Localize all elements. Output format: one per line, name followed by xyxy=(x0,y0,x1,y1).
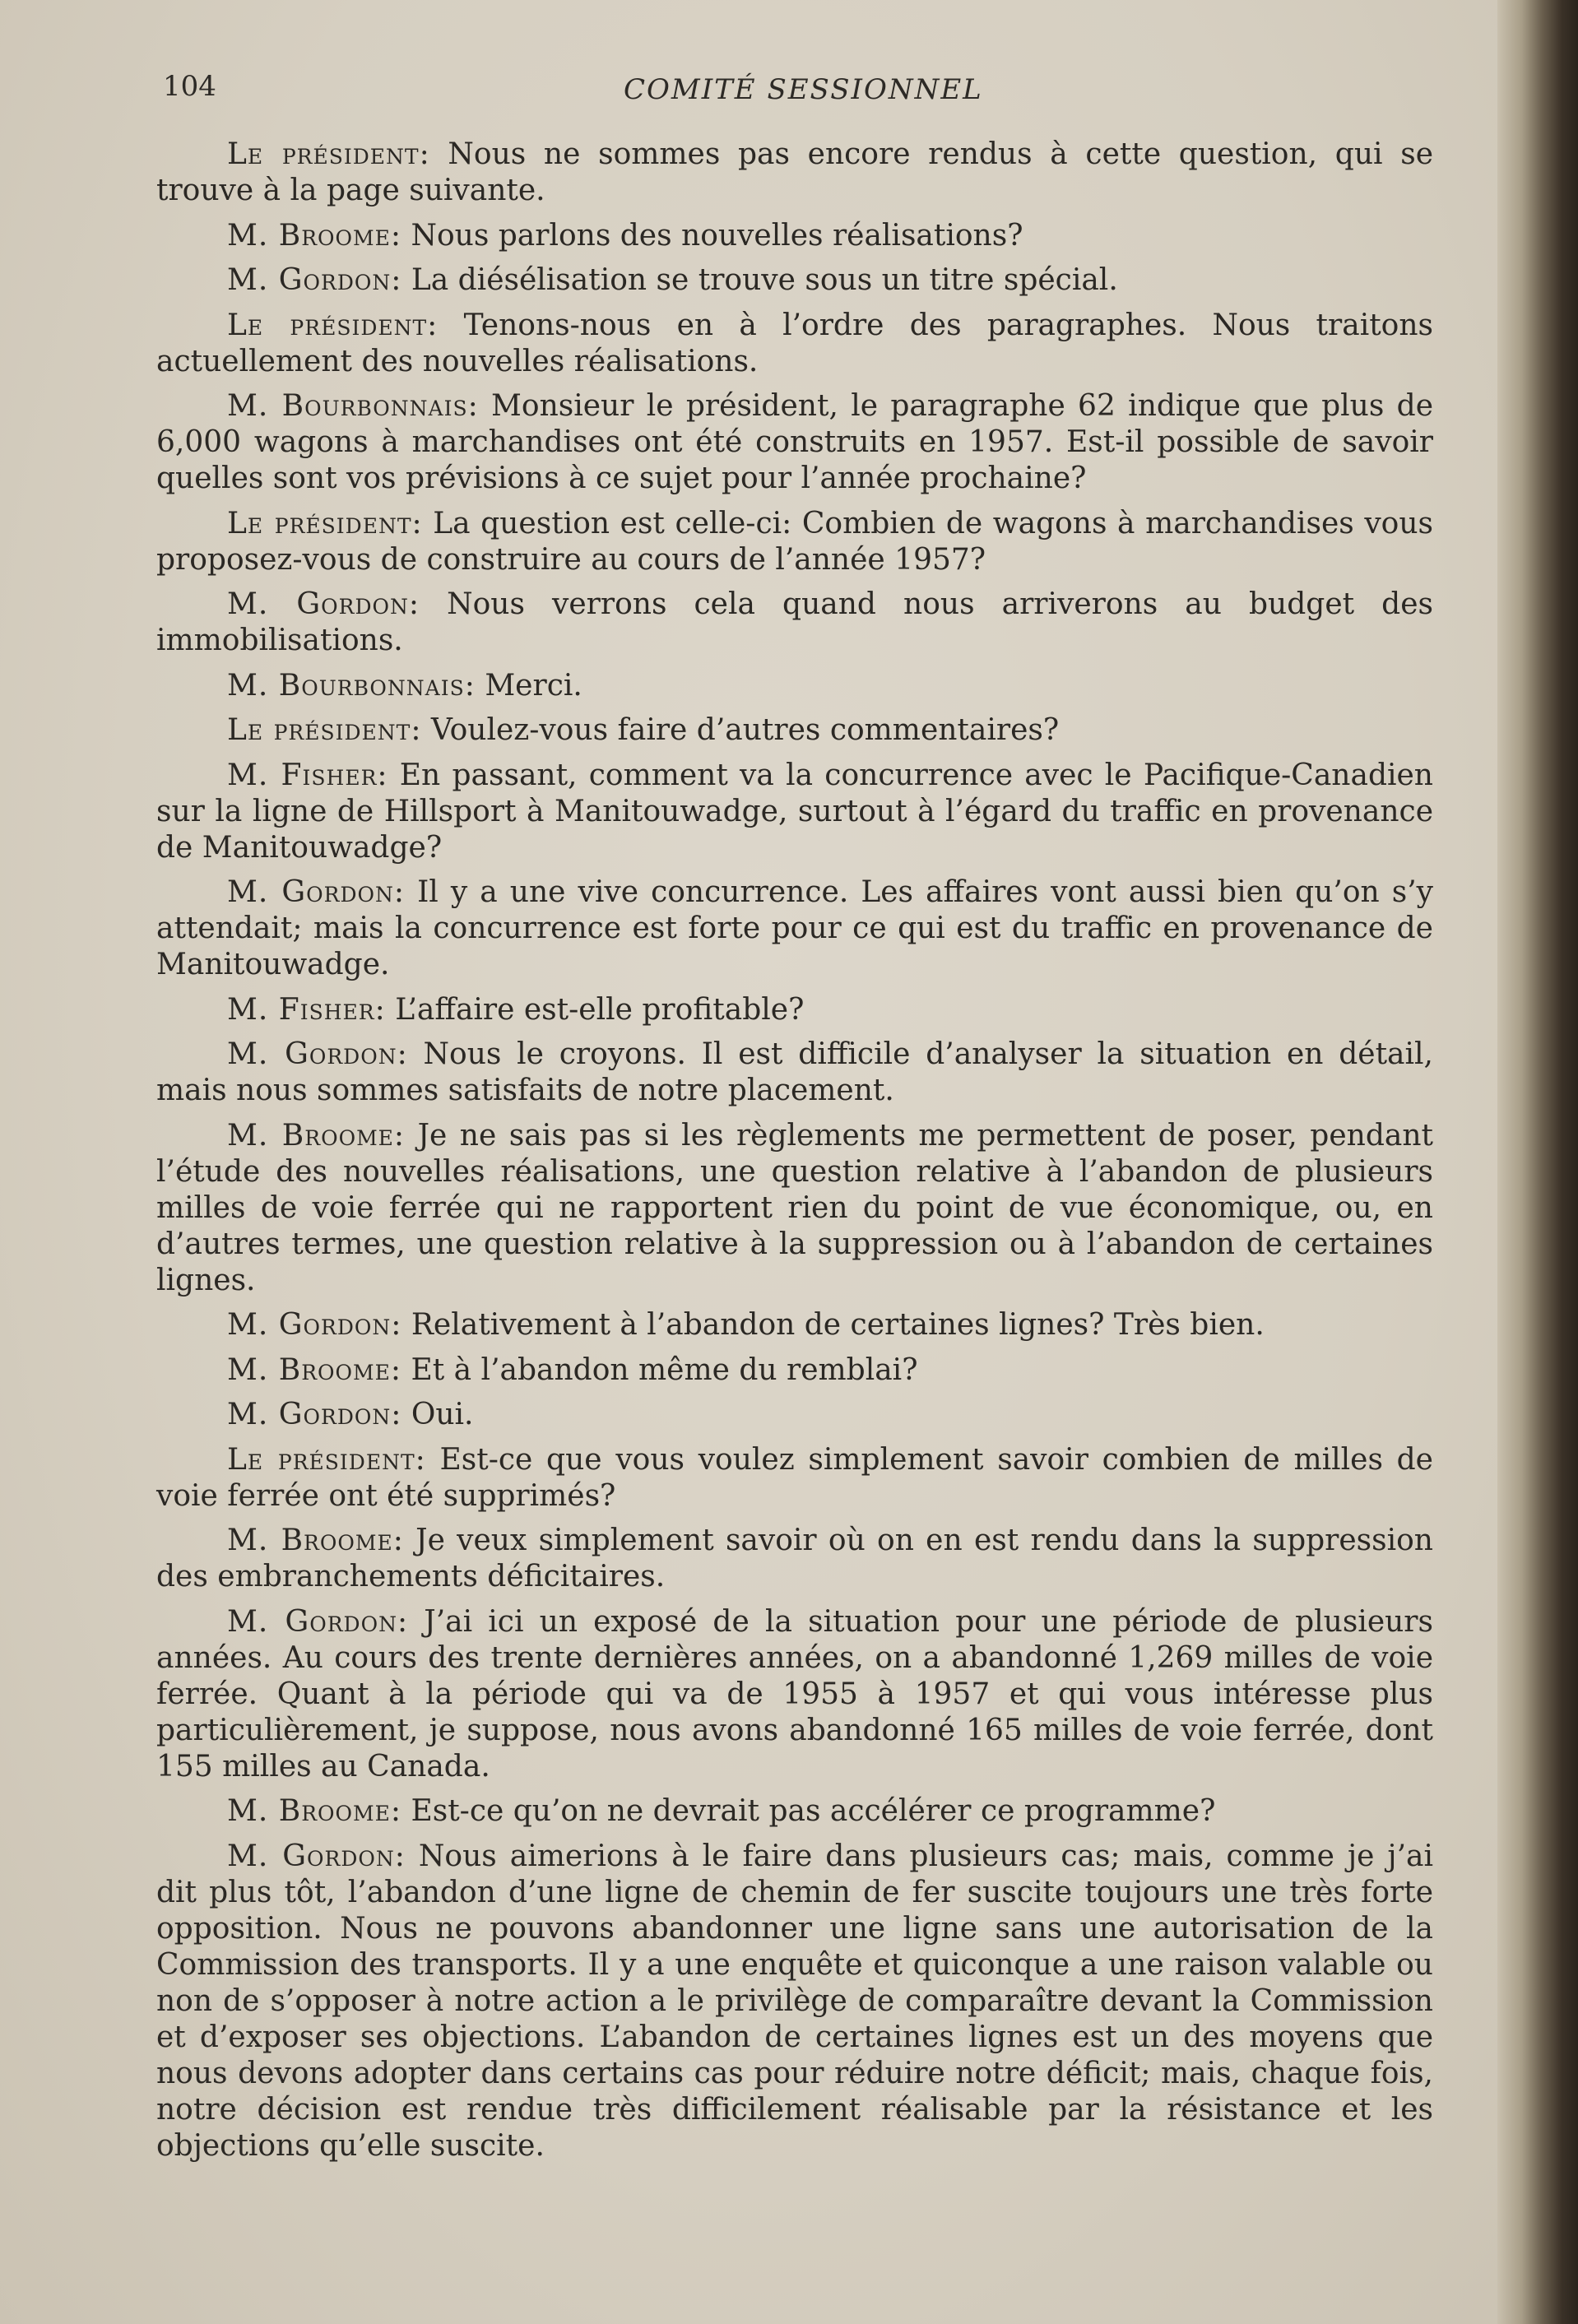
page-number: 104 xyxy=(163,70,216,103)
book-spine-shadow xyxy=(1497,0,1578,2324)
speech: Et à l’abandon même du remblai? xyxy=(411,1352,918,1387)
paragraph xyxy=(156,1442,1433,1515)
running-head: COMITÉ SESSIONNEL xyxy=(624,73,983,106)
paragraph xyxy=(156,1793,1433,1830)
paragraph xyxy=(156,218,1433,254)
speaker: M. Gordon: xyxy=(227,587,420,621)
paragraph xyxy=(156,1839,1433,2164)
speech: Est-ce qu’on ne devrait pas accélérer ce programme? xyxy=(411,1794,1216,1828)
speech: Monsieur le président, le paragraphe 62 indique que plus de 6,000 wagons à marchandises ont été construits en 1957. Est-il possible de savoir quelles sont vos prévisions à ce sujet pour l’année prochaine? xyxy=(156,389,1433,495)
speech: Tenons-nous en à l’ordre des paragraphes. Nous traitons actuellement des nouvelles réalisations. xyxy=(156,308,1434,378)
speech: Nous parlons des nouvelles réalisations? xyxy=(411,218,1023,253)
speaker: Le président: xyxy=(227,1442,426,1477)
speaker: Le président: xyxy=(227,506,423,540)
paragraph xyxy=(156,1397,1433,1433)
speech: Nous verrons cela quand nous arriverons au budget des immobilisations. xyxy=(156,587,1434,657)
paragraph xyxy=(156,668,1433,704)
speaker: M. Broome: xyxy=(227,218,401,253)
speaker: M. Gordon: xyxy=(227,875,405,909)
paragraph xyxy=(156,587,1433,659)
speaker: M. Broome: xyxy=(227,1794,401,1828)
speaker: Le président: xyxy=(227,137,430,171)
speech: Voulez-vous faire d’autres commentaires? xyxy=(430,713,1060,747)
speech: L’affaire est-elle profitable? xyxy=(395,992,805,1027)
paragraph xyxy=(156,758,1433,866)
speaker: M. Gordon: xyxy=(227,1604,409,1639)
speech: Est-ce que vous voulez simplement savoir combien de milles de voie ferrée ont été supprimés? xyxy=(156,1442,1433,1513)
speech: J’ai ici un exposé de la situation pour une période de plusieurs années. Au cours des trente dernières années, on a abandonné 1,269 milles de voie ferrée. Quant à la période qui va de 1955 à 1957 et qui vous intéresse plus particulièrement, je suppose, nous avons abandonné 165 milles de voie ferrée, dont 155 milles au Canada. xyxy=(156,1604,1433,1784)
speech: En passant, comment va la concurrence avec le Pacifique-Canadien sur la ligne de Hillsport à Manitouwadge, surtout à l’égard du traffic en provenance de Manitouwadge? xyxy=(156,758,1433,865)
speech: Merci. xyxy=(485,668,582,703)
paragraph xyxy=(156,1523,1433,1595)
speech: Il y a une vive concurrence. Les affaires vont aussi bien qu’on s’y attendait; mais la concurrence est forte pour ce qui est du traffic en provenance de Manitouwadge. xyxy=(156,875,1433,981)
paragraph xyxy=(156,874,1433,983)
page-header xyxy=(163,70,1430,119)
speaker: M. Broome: xyxy=(227,1118,406,1153)
speaker: M. Gordon: xyxy=(227,1398,402,1431)
speaker: M. Gordon: xyxy=(227,1839,406,1873)
speech: Nous aimerions à le faire dans plusieurs cas; mais, comme je j’ai dit plus tôt, l’abandon d’une ligne de chemin de fer suscite toujours une très forte opposition. Nous ne pouvons abandonner une ligne sans une autorisation de la Commission des transports. Il y a une enquête et quiconque a une raison valable ou non de s’opposer à notre action a le privilège de comparaître devant la Commission et d’exposer ses objections. L’abandon de certaines lignes est un des moyens que nous devons adopter dans certains cas pour réduire notre déficit; mais, chaque fois, notre décision est rendue très difficilement réalisable par la résistance et les objections qu’elle suscite. xyxy=(156,1839,1434,2163)
transcript-body xyxy=(156,137,1433,2173)
paragraph xyxy=(156,137,1433,209)
paragraph xyxy=(156,1037,1433,1109)
speaker: M. Gordon: xyxy=(227,1308,402,1342)
paragraph xyxy=(156,506,1433,578)
paragraph xyxy=(156,1604,1433,1785)
speech: Je veux simplement savoir où on en est rendu dans la suppression des embranchements déficitaires. xyxy=(156,1524,1433,1593)
speech: Oui. xyxy=(411,1398,474,1431)
speaker: M. Gordon: xyxy=(227,263,402,297)
speaker: M. Fisher: xyxy=(227,758,388,792)
speaker: M. Broome: xyxy=(227,1352,401,1387)
paragraph xyxy=(156,308,1433,380)
speaker: Le président: xyxy=(227,713,422,747)
speech: La question est celle-ci: Combien de wagons à marchandises vous proposez-vous de construire au cours de l’année 1957? xyxy=(156,506,1433,577)
speaker: Le président: xyxy=(227,308,439,342)
paragraph xyxy=(156,1352,1433,1389)
speech: Je ne sais pas si les règlements me permettent de poser, pendant l’étude des nouvelles réalisations, une question relative à l’abandon de plusieurs milles de voie ferrée qui ne rapportent rien du point de vue économique, ou, en d’autres termes, une question relative à la suppression ou à l’abandon de certaines lignes. xyxy=(156,1118,1433,1297)
paragraph xyxy=(156,1307,1433,1343)
speaker: M. Broome: xyxy=(227,1524,404,1557)
paragraph xyxy=(156,262,1433,299)
paragraph xyxy=(156,712,1433,749)
speaker: M. Gordon: xyxy=(227,1037,408,1071)
speaker: M. Fisher: xyxy=(227,992,386,1027)
paragraph xyxy=(156,1118,1433,1299)
paragraph xyxy=(156,388,1433,497)
speech: La diésélisation se trouve sous un titre spécial. xyxy=(411,263,1118,297)
speaker: M. Bourbonnais: xyxy=(227,389,479,423)
speaker: M. Bourbonnais: xyxy=(227,668,476,703)
speech: Relativement à l’abandon de certaines lignes? Très bien. xyxy=(411,1308,1265,1342)
paragraph xyxy=(156,992,1433,1028)
speech: Nous le croyons. Il est difficile d’analyser la situation en détail, mais nous sommes satisfaits de notre placement. xyxy=(156,1037,1433,1107)
speech: Nous ne sommes pas encore rendus à cette question, qui se trouve à la page suivante. xyxy=(156,137,1433,207)
